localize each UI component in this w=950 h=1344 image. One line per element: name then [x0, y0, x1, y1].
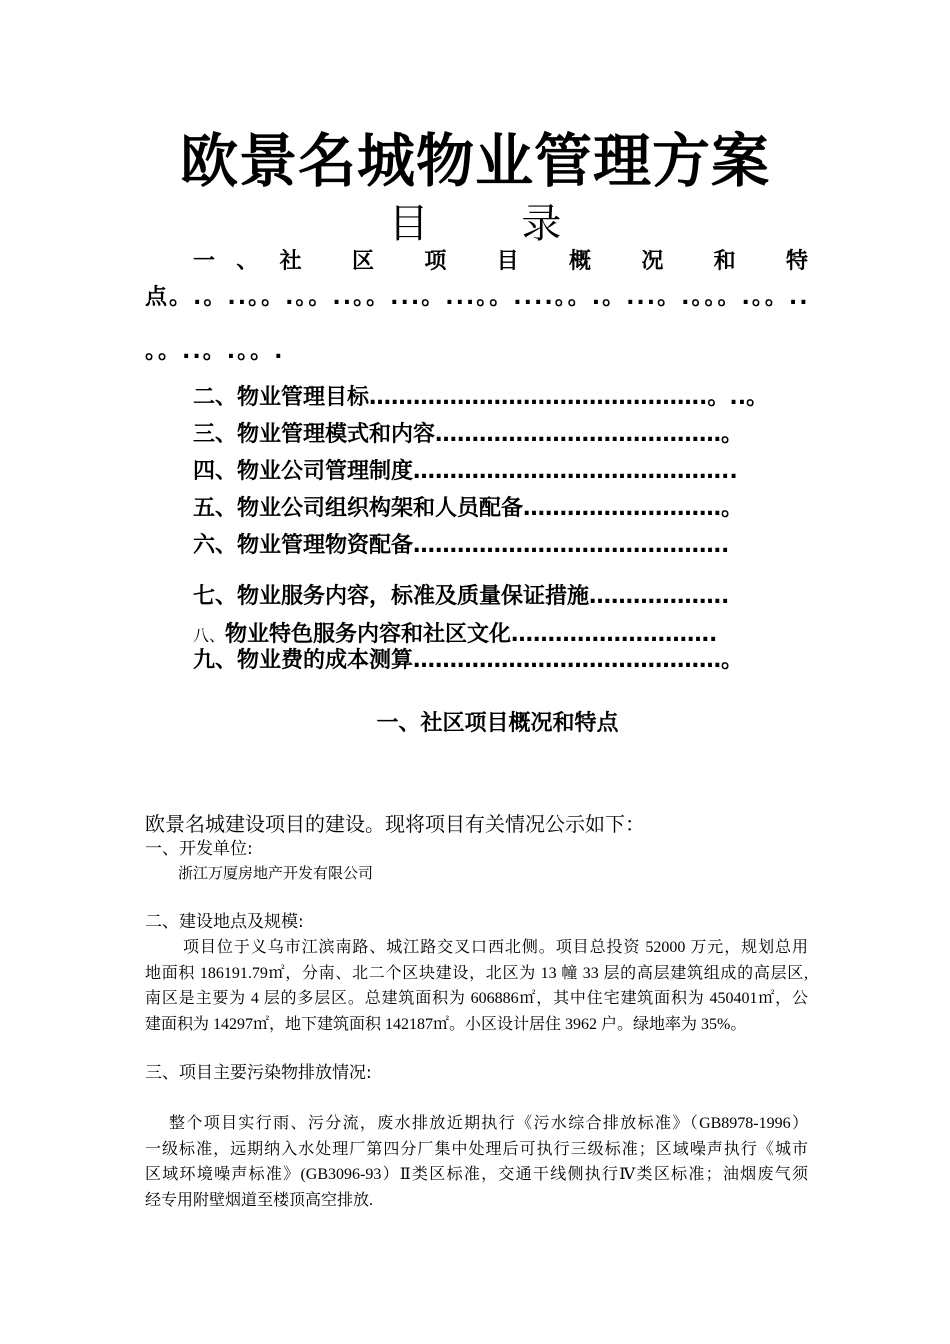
pollution-line: 区域环境噪声标准》(GB3096-93）Ⅱ类区标准，交通干线侧执行Ⅳ类区标准；油烟废气须: [145, 1166, 808, 1183]
toc-heading: 目 录: [388, 201, 602, 247]
section-heading: 一、社区项目概况和特点: [376, 711, 619, 736]
toc-item-6: 六、物业管理物资配备…………………………………….: [193, 533, 730, 558]
pollution-line: 经专用附壁烟道至楼顶高空排放.: [145, 1191, 374, 1209]
document-title: 欧景名城物业管理方案: [179, 127, 770, 195]
pollution-line: 一级标准，远期纳入水处理厂第四分厂集中处理后可执行三级标准；区域噪声执行《城市: [145, 1140, 808, 1158]
developer-value: 浙江万厦房地产开发有限公司: [178, 864, 374, 882]
toc-item-1-leader-cont: 。。..。.。。.: [145, 339, 285, 364]
location-line: 建面积为 14297㎡，地下建筑面积 142187㎡。小区设计居住 3962 户。绿地率为 35%。: [145, 1015, 747, 1033]
toc-item-3: 三、物业管理模式和内容…………………………………。: [193, 422, 744, 447]
toc-item-4: 四、物业公司管理制度……………………………………..: [193, 459, 738, 484]
pollution-label: 三、项目主要污染物排放情况:: [145, 1063, 372, 1083]
location-line: 南区是主要为 4 层的多层区。总建筑面积为 606886㎡，其中住宅建筑面积为 450401㎡，公: [145, 990, 808, 1007]
toc-item-7: 七、物业服务内容，标准及质量保证措施……………….: [193, 584, 730, 609]
toc-item-8-prefix: 八、: [193, 626, 226, 645]
toc-item-8-text: 物业特色服务内容和社区文化……………………….: [225, 622, 718, 647]
pollution-paragraph: [145, 1111, 808, 1213]
toc-item-1: 一、社 区 项 目 概 况 和 特: [193, 249, 808, 274]
location-line: 地面积 186191.79㎡，分南、北二个区块建设，北区为 13 幢 33 层的高层建筑组成的高层区,: [145, 964, 808, 982]
location-line: 项目位于义乌市江滨南路、城江路交叉口西北侧。项目总投资 52000 万元，规划总用: [183, 939, 808, 956]
pollution-line: 整个项目实行雨、污分流，废水排放近期执行《污水综合排放标准》（GB8978-1996）: [169, 1115, 808, 1132]
intro-text: 欧景名城建设项目的建设。现将项目有关情况公示如下：: [145, 812, 645, 836]
toc-item-9: 九、物业费的成本测算……………………………………。: [193, 648, 744, 673]
toc-item-2: 二、物业管理目标……………………………………….。..。: [193, 385, 769, 410]
toc-item-1-leader: 点。.。..。。.。。..。。...。...。。....。。.。...。.。。。.。。..: [145, 285, 810, 310]
location-label: 二、建设地点及规模:: [145, 912, 304, 932]
toc-item-5: 五、物业公司组织构架和人员配备………………………。: [193, 496, 744, 521]
location-paragraph: [145, 935, 808, 1037]
developer-label: 一、开发单位:: [145, 839, 253, 859]
